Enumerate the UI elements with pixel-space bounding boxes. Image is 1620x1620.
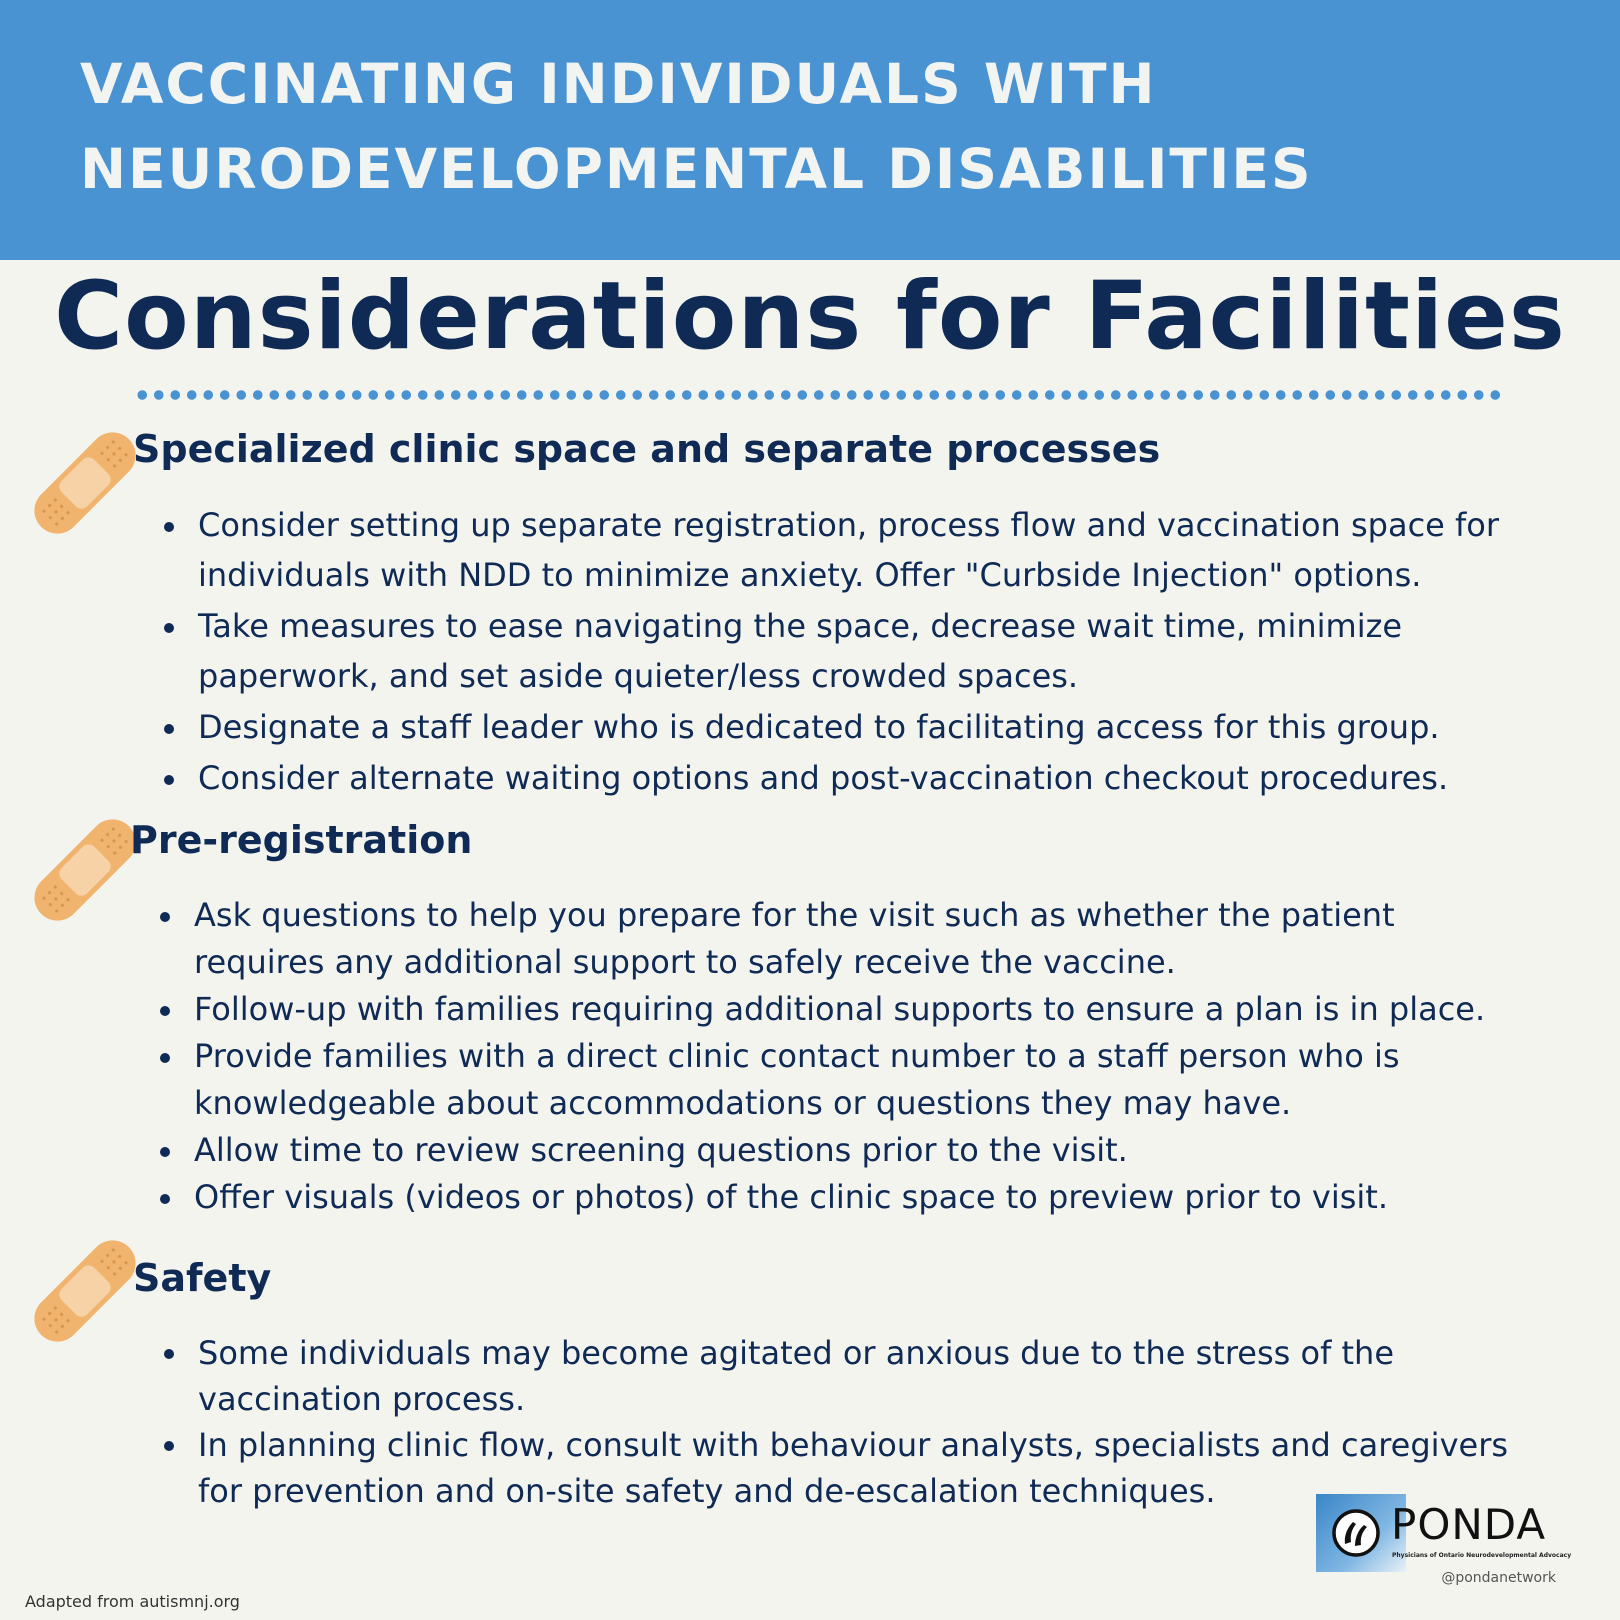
bullet-text: knowledgeable about accommodations or questions they may have. [194,1084,1292,1122]
banner-title-line-2: NEURODEVELOPMENTAL DISABILITIES [80,137,1313,201]
ponda-logo [1316,1494,1572,1574]
list-item [162,753,1499,803]
bullet-text: Take measures to ease navigating the space, decrease wait time, minimize [198,607,1403,645]
social-handle: @pondanetwork [1441,1570,1556,1586]
bullet-text: Designate a staff leader who is dedicated to facilitating access for this group. [198,708,1440,746]
source-credit: Adapted from autismnj.org [25,1592,240,1611]
bullet-text: requires any additional support to safely receive the vaccine. [194,943,1176,981]
list-item [158,1127,1485,1174]
bullet-text: vaccination process. [198,1380,526,1418]
bandage-icon [20,418,150,548]
section-heading-safety: Safety [133,1256,272,1300]
bullet-text: paperwork, and set aside quieter/less crowded spaces. [198,657,1079,695]
bullet-text: for prevention and on-site safety and de-escalation techniques. [198,1472,1216,1510]
logo-subtitle: Physicians of Ontario Neurodevelopmental Advocacy [1392,1552,1572,1559]
bullet-text: In planning clinic flow, consult with behaviour analysts, specialists and caregivers [198,1426,1509,1464]
bullet-text: Provide families with a direct clinic contact number to a staff person who is [194,1037,1400,1075]
header-banner [0,0,1620,260]
banner-title-line-1: VACCINATING INDIVIDUALS WITH [80,52,1157,116]
list-item [158,986,1485,1033]
bandage-icon [20,1226,150,1356]
dotted-divider [134,389,1504,401]
list-item [162,702,1499,752]
section-3-bullet-list [162,1330,1508,1514]
bullet-text: Some individuals may become agitated or anxious due to the stress of the [198,1334,1395,1372]
list-item [162,1422,1508,1514]
bullet-text: Consider setting up separate registration, process flow and vaccination space for [198,506,1500,544]
list-item [158,1174,1485,1221]
bullet-text: Consider alternate waiting options and post-vaccination checkout procedures. [198,759,1449,797]
list-item [162,601,1499,701]
bullet-text: Follow-up with families requiring additional supports to ensure a plan is in place. [194,990,1486,1028]
bullet-text: Offer visuals (videos or photos) of the clinic space to preview prior to visit. [194,1178,1388,1216]
list-item [158,892,1485,986]
ponda-hands-icon [1331,1508,1381,1558]
list-item [162,500,1499,600]
list-item [162,1330,1508,1422]
logo-name: PONDA [1391,1500,1547,1549]
section-heading-specialized-clinic: Specialized clinic space and separate processes [133,427,1161,471]
section-1-bullet-list [162,500,1499,804]
section-2-bullet-list [158,892,1485,1221]
bullet-text: Allow time to review screening questions prior to the visit. [194,1131,1128,1169]
section-heading-pre-registration: Pre-registration [130,818,473,862]
list-item [158,1033,1485,1127]
bullet-text: Ask questions to help you prepare for the visit such as whether the patient [194,896,1395,934]
bullet-text: individuals with NDD to minimize anxiety. Offer "Curbside Injection" options. [198,556,1422,594]
page-title: Considerations for Facilities [54,262,1566,371]
